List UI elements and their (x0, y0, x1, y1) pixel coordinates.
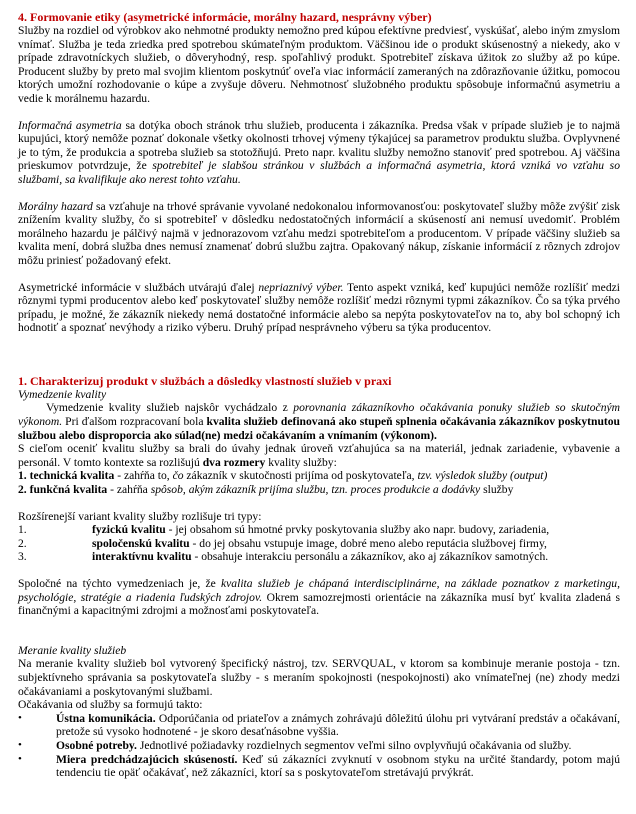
bullet-icon: • (18, 738, 22, 751)
section-4-heading: 4. Formovanie etiky (asymetrické informácie, morálny hazard, nesprávny výber) (18, 10, 432, 24)
functional-quality-line: 2. funkčná kvalita - zahŕňa spôsob, akým zákazník prijíma službu, tzn. proces produkcie a dodávky služby (18, 483, 514, 497)
section-4-paragraph-3: Morálny hazard sa vzťahuje na trhové správanie vyvolané nedokonalou informovanosťou: poskytovateľ služby môže zvýšiť zisk znížením kvality služby, čo si spotrebiteľ v dôsledku nedostatočných informácií a skúseností ani nemusí uvedomiť. Problém morálneho hazardu je pálčivý najmä v jednorazovom vzťahu medzi spotrebiteľom a producentom. V prípade väčšiny služieb sa kvalita mení, dobrá služba dnes nemusí znamenať dobrú službu zajtra. Opakovaný nákup, získanie informácií z rôznych zdrojov môžu priniesť požadovaný efekt. (18, 199, 620, 267)
list-item: 1. fyzickú kvalitu - jej obsahom sú hmotné prvky poskytovania služby ako napr. budovy, zariadenia, (18, 523, 550, 537)
quality-dimensions-intro: S cieľom oceniť kvalitu služby sa brali do úvahy jednak úroveň vzťahujúca sa na materiál, jednak zariadenie, vybavenie a personál. V tomto kontexte sa rozlišujú dva rozmery kvality služby: (18, 442, 620, 469)
section-4-paragraph-2: Informačná asymetria sa dotýka oboch stránok trhu služieb, producenta i zákazníka. Predsa však v prípade služieb je to najmä kupujúci, ktorý nemôže poznať dokonale všetky okolnosti trhovej výmeny týkajúcej sa parametrov produktu služba. Ovplyvnené je to tým, že produkcia a spotreba služieb sa stotožňujú. Preto napr. kvalitu služby nemožno stanoviť pred spotrebou. Aj väčšina prieskumov potvrdzuje, že spotrebiteľ je slabšou stránkou v službách a informačná asymetria, ktorá vzniká vo vzťahu so službami, sa kvalifikuje ako nerest tohto vzťahu. (18, 118, 620, 186)
list-item: • Ústna komunikácia. Odporúčania od priateľov a známych zohrávajú dôležitú úlohu pri vytváraní predstáv a očakávaní, pretože sú vysoko hodnotené - je skoro desaťnásobne vyššia. (18, 711, 620, 739)
list-item: 3. interaktívnu kvalitu - obsahuje interakciu personálu a zákazníkov, ako aj zákazníkov samotných. (18, 550, 549, 564)
common-definition-paragraph: Spoločné na týchto vymedzeniach je, že kvalita služieb je chápaná interdisciplinárne, na základe poznatkov z marketingu, psychológie, stratégie a riadenia ľudských zdrojov. Okrem samozrejmosti orientácie na zákazníka musí byť kvalita zladená s finančnými a kapacitnými zdrojmi a možnosťami poskytovateľa. (18, 577, 620, 618)
section-1-heading: 1. Charakterizuj produkt v službách a dôsledky vlastností služieb v praxi (18, 373, 392, 388)
list-item: • Osobné potreby. Jednotlivé požiadavky rozdielnych segmentov veľmi silno ovplyvňujú očakávania od služby. (18, 738, 572, 752)
bullet-icon: • (18, 711, 22, 724)
list-item: • Miera predchádzajúcich skúseností. Keď sú zákazníci zvyknutí v osobnom styku na určité štandardy, potom majú tendenciu tie opäť očakávať, než zákazníci, ktorí sa s poskytovateľom stretávajú prvýkrát. (18, 752, 620, 780)
measurement-paragraph: Na meranie kvality služieb bol vytvorený špecifický nástroj, tzv. SERVQUAL, v ktorom sa kombinuje meranie postoja - tzn. subjektívneho správania sa poskytovateľa služby - s meraním spokojnosti (nespokojnosti) ako vnímateľnej (ne) zhody medzi očakávaniami a poskytovanými službami. (18, 657, 620, 698)
quality-definition-paragraph: Vymedzenie kvality služieb najskôr vychádzalo z porovnania zákazníkovho očakávania ponuky služieb so skutočným výkonom. Pri ďalšom rozpracovaní bola kvalita služieb definovaná ako stupeň splnenia očakávania zákazníkov poskytnutou službou alebo disproporcia ako súlad(ne) medzi očakávaním a vnímaním (výkonom). (18, 401, 621, 442)
technical-quality-line: 1. technická kvalita - zahŕňa to, čo zákazník v skutočnosti prijíma od poskytovateľa, tzv. výsledok služby (output) (18, 469, 548, 483)
term-adverse-selection: nepriaznivý výber. (258, 280, 344, 294)
extended-variant-intro: Rozšírenejší variant kvality služby rozlišuje tri typy: (18, 509, 262, 523)
section-4-paragraph-4: Asymetrické informácie v službách utvárajú ďalej nepriaznivý výber. Tento aspekt vzniká, keď kupujúci nemôže rozlíšiť medzi rôznymi typmi producentov alebo keď poskytovateľ služby nemôže rozlíšiť medzi rôznymi typmi zákazníkov. Čo sa týka prvého prípadu, je možné, že zákazník niekedy nemá dostatočné informácie alebo sa nepýta poskytovateľov na to, aby bol schopný ich hodnotiť a spoznať nevýhody a riziko výberu. Druhý prípad nesprávneho výberu sa týka producentov. (18, 280, 620, 335)
subheading-quality-measurement: Meranie kvality služieb (18, 643, 127, 657)
section-4-paragraph-1: Služby na rozdiel od výrobkov ako nehmotné produkty nemožno pred kúpou efektívne predviesť, vyskúšať, alebo iným zmyslom vnímať. Služba je teda zriedka pred spotrebou skúmateľným produktom. Väčšinou ide o produkt skúsenostný a niekedy, ako v prípade zdravotníckych služieb, o dôveryhodný, resp. spoľahlivý produkt. Spotrebiteľ získava úžitok zo služby až po kúpe. Producent služby by preto mal svojim klientom poskytnúť oveľa viac informácií zameraných na zdôrazňovanie úžitku, pomocou ktorých umožní rozhodovanie o kúpe a zvyšuje dôveru. Nehmotnosť služobného produktu spôsobuje informačnú asymetriu a vedie k morálnemu hazardu. (18, 24, 620, 105)
expectations-intro: Očakávania od služby sa formujú takto: (18, 698, 203, 712)
list-item: 2. spoločenskú kvalitu - do jej obsahu vstupuje image, dobré meno alebo reputácia službovej firmy, (18, 536, 547, 550)
document-page (18, 10, 620, 780)
term-information-asymmetry: Informačná asymetria (18, 118, 122, 132)
bullet-icon: • (18, 752, 22, 765)
subheading-quality-definition: Vymedzenie kvality (18, 387, 107, 401)
term-moral-hazard: Morálny hazard (18, 199, 93, 213)
